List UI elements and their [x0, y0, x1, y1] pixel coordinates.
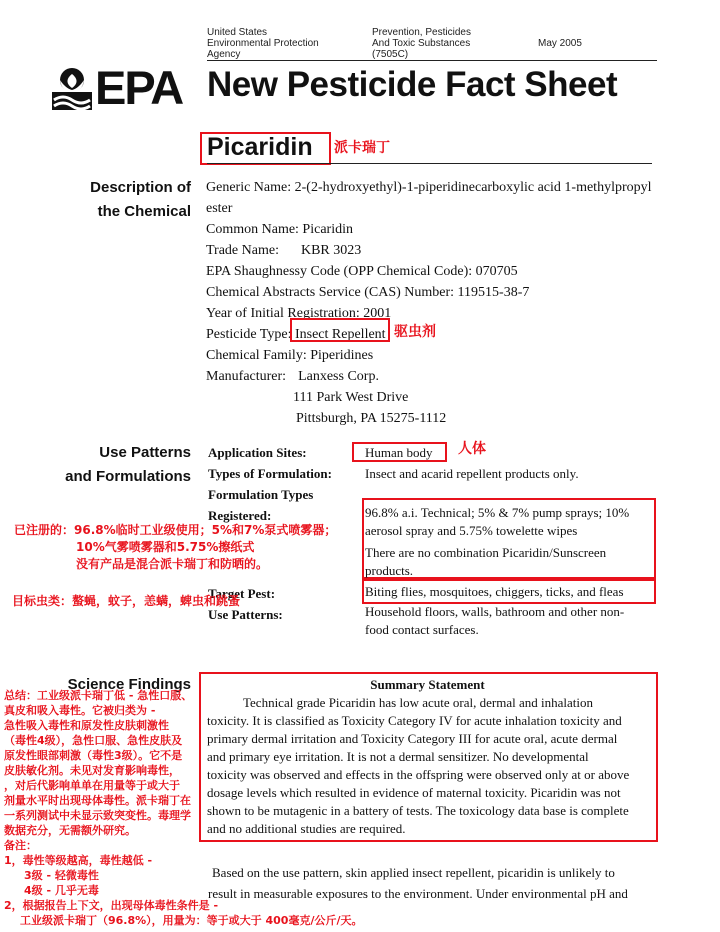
environment-line: Based on the use pattern, skin applied insect repellent, picaridin is unlikely to	[212, 865, 615, 880]
summary-body	[207, 694, 652, 838]
summary-line: and no additional studies are required.	[207, 821, 406, 836]
formulation-types-label: Formulation Types	[208, 487, 314, 502]
registered-value	[365, 504, 629, 580]
header-rule	[207, 60, 657, 61]
registered-label: Registered:	[208, 508, 272, 523]
chemical-name-cn: 派卡瑞丁	[334, 140, 390, 156]
agency-line: Agency	[207, 49, 241, 60]
note-line: 工业级派卡瑞丁（96.8%），用量为：等于或大于 400毫克/公斤/天。	[20, 914, 363, 927]
cn-line: 没有产品是混合派卡瑞丁和防晒的。	[76, 557, 269, 571]
epa-flower-icon	[52, 66, 92, 110]
office-line: And Toxic Substances	[372, 38, 471, 49]
trade-name-label: Trade Name:	[206, 243, 279, 258]
agency-line: United States	[207, 27, 268, 38]
pesticide-type-highlight	[290, 318, 390, 342]
chemical-name: Picaridin	[207, 133, 313, 161]
heading-line: Description of	[90, 179, 191, 196]
application-sites-highlight	[352, 442, 447, 462]
heading-line: the Chemical	[97, 203, 191, 220]
office-line: (7505C)	[372, 49, 409, 60]
cn-line: 剂量水平时出现母体毒性。派卡瑞丁在	[4, 794, 191, 807]
header-date: May 2005	[538, 38, 582, 49]
trade-name-value: KBR 3023	[300, 243, 362, 258]
target-pest-value: Biting flies, mosquitoes, chiggers, ticks, and fleas	[365, 584, 624, 599]
generic-name: Generic Name: 2-(2-hydroxyethyl)-1-piperidinecarboxylic acid 1-methylpropyl	[206, 180, 652, 195]
trade-name	[206, 240, 656, 261]
section-heading-description	[20, 176, 191, 224]
application-sites-label: Application Sites:	[208, 445, 307, 460]
pesticide-type-value: Insect Repellent	[294, 327, 386, 342]
title-rule	[207, 163, 652, 164]
cn-line: ，对后代影响单单在用量等于或大于	[4, 779, 180, 792]
cn-line: 原发性眼部刺激（毒性3级）。它不是	[4, 749, 183, 762]
use-patterns-line: Household floors, walls, bathroom and other non-	[365, 604, 625, 619]
environment-text	[208, 862, 628, 904]
common-name: Common Name: Picaridin	[206, 222, 353, 237]
summary-line: and primary eye irritation. It is not a dermal sensitizer. No developmental	[207, 749, 589, 764]
use-patterns-label: Use Patterns:	[208, 607, 283, 622]
manufacturer	[206, 366, 656, 387]
notes-title: 备注：	[4, 839, 37, 852]
target-pest-label: Target Pest:	[208, 586, 276, 601]
description-body	[206, 177, 656, 429]
summary-line: shown to be mutagenic in a battery of tests. The toxicology data base is complete	[207, 803, 629, 818]
use-patterns-value	[365, 603, 624, 639]
types-value: Insect and acarid repellent products only.	[365, 466, 579, 481]
office-line: Prevention, Pesticides	[372, 27, 471, 38]
summary-line: dosage levels which resulted in evidence of maternal toxicity. Picaridin was not	[207, 785, 621, 800]
note-line: 4级 - 几乎无毒	[24, 884, 99, 897]
cas-number: Chemical Abstracts Service (CAS) Number: 119515-38-7	[206, 285, 530, 300]
cn-line: 总结：工业级派卡瑞丁低 - 急性口服、	[4, 689, 193, 702]
environment-line: result in measurable exposures to the environment. Under environmental pH and	[208, 886, 628, 901]
types-label: Types of Formulation:	[208, 466, 332, 481]
target-pest-cn: 目标虫类：螯蝇，蚊子，恙螨，蜱虫和跳蚤	[12, 594, 241, 608]
cn-line: 已注册的：96.8%临时工业级使用；5%和7%泵式喷雾器；	[14, 523, 337, 537]
application-sites-value: Human body	[365, 445, 433, 460]
note-line: 2，根据报告上下文，出现母体毒性条件是 -	[4, 899, 219, 912]
cn-line: 数据充分，无需额外研究。	[4, 824, 136, 837]
pesticide-type-label: Pesticide Type:	[206, 327, 292, 342]
manufacturer-label: Manufacturer:	[206, 369, 287, 384]
epa-code: EPA Shaughnessy Code (OPP Chemical Code): 070705	[206, 264, 518, 279]
manufacturer-name: Lanxess Corp.	[298, 369, 379, 384]
agency-block	[207, 27, 319, 60]
epa-logo-text: EPA	[95, 61, 183, 114]
chemical-family: Chemical Family: Piperidines	[206, 348, 374, 363]
manufacturer-address-2: Pittsburgh, PA 15275-1112	[296, 411, 447, 426]
summary-line: toxicity was observed and effects in the offspring were observed only at or above	[207, 767, 630, 782]
cn-line: 急性吸入毒性和原发性皮肤刺激性	[4, 719, 169, 732]
registration-year: Year of Initial Registration: 2001	[206, 306, 392, 321]
office-block	[372, 27, 471, 60]
summary-line: toxicity. It is classified as Toxicity Category IV for acute inhalation toxicity and	[207, 713, 622, 728]
registered-cn-note	[14, 522, 336, 573]
page-title: New Pesticide Fact Sheet	[207, 65, 618, 104]
note-line: 1，毒性等级越高，毒性越低 -	[4, 854, 153, 867]
summary-title: Summary Statement	[370, 677, 485, 692]
section-heading-use-patterns	[20, 441, 191, 489]
use-labels	[208, 442, 332, 526]
section-heading-science: Science Findings	[67, 676, 191, 693]
application-sites-cn: 人体	[458, 441, 486, 457]
cn-line: 真皮和吸入毒性。它被归类为 -	[4, 704, 156, 717]
summary-line: Technical grade Picaridin has low acute oral, dermal and inhalation	[243, 695, 593, 710]
note-line: 3级 - 轻微毒性	[24, 869, 99, 882]
cn-line: 一系列测试中未显示致突变性。毒理学	[4, 809, 191, 822]
registered-line: There are no combination Picaridin/Sunscreen	[365, 545, 607, 560]
agency-line: Environmental Protection	[207, 38, 319, 49]
pesticide-type-cn: 驱虫剂	[394, 324, 436, 340]
cn-line: （毒性4级），急性口服、急性皮肤及	[4, 734, 183, 747]
use-patterns-line: food contact surfaces.	[365, 622, 479, 637]
cn-line: 10%气雾喷雾器和5.75%擦纸式	[76, 540, 255, 554]
registered-line: 96.8% a.i. Technical; 5% & 7% pump sprays; 10%	[365, 505, 630, 520]
generic-name-cont: ester	[206, 201, 233, 216]
registered-line: products.	[365, 563, 414, 578]
registered-line: aerosol spray and 5.75% towelette wipes	[365, 523, 578, 538]
heading-line: Use Patterns	[99, 444, 191, 461]
summary-line: primary dermal irritation and Toxicity Category III for acute oral, acute dermal	[207, 731, 618, 746]
cn-line: 皮肤敏化剂。未见对发育影响毒性，	[4, 764, 180, 777]
manufacturer-address-1: 111 Park West Drive	[293, 390, 409, 405]
heading-line: and Formulations	[65, 468, 191, 485]
